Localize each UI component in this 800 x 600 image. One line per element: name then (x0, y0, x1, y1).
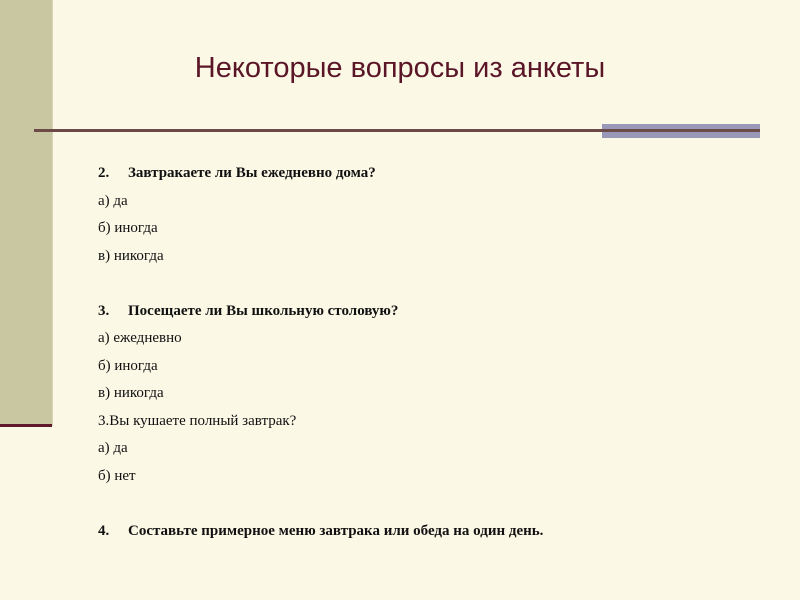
answer-option: б) нет (98, 467, 136, 484)
title-divider-accent (602, 124, 760, 138)
question-text: Завтракаете ли Вы ежедневно дома? (128, 165, 376, 181)
question-breakfast: 3.Вы кушаете полный завтрак? (98, 412, 297, 429)
questionnaire-body (98, 160, 778, 545)
answer-option: б) иногда (98, 357, 158, 374)
answer-option: б) иногда (98, 220, 158, 236)
question-number: 2. (98, 165, 110, 181)
answer-option: а) да (98, 440, 128, 456)
spacer (98, 270, 778, 298)
question-number: 3. (98, 302, 110, 319)
left-bar-underline (0, 424, 52, 427)
question-2 (98, 160, 778, 188)
question-text: Посещаете ли Вы школьную столовую? (128, 302, 399, 319)
spacer (98, 490, 778, 518)
answer-option: а) да (98, 192, 128, 209)
title-divider (34, 129, 602, 132)
question-number: 4. (98, 522, 110, 539)
question-text: Составьте примерное меню завтрака или обеда на один день. (128, 522, 544, 539)
answer-option: в) никогда (98, 247, 164, 264)
question-3 (98, 298, 778, 326)
answer-option: а) ежедневно (98, 330, 182, 346)
answer-option: в) никогда (98, 385, 164, 401)
slide-title: Некоторые вопросы из анкеты (194, 52, 606, 84)
question-4 (98, 518, 778, 546)
